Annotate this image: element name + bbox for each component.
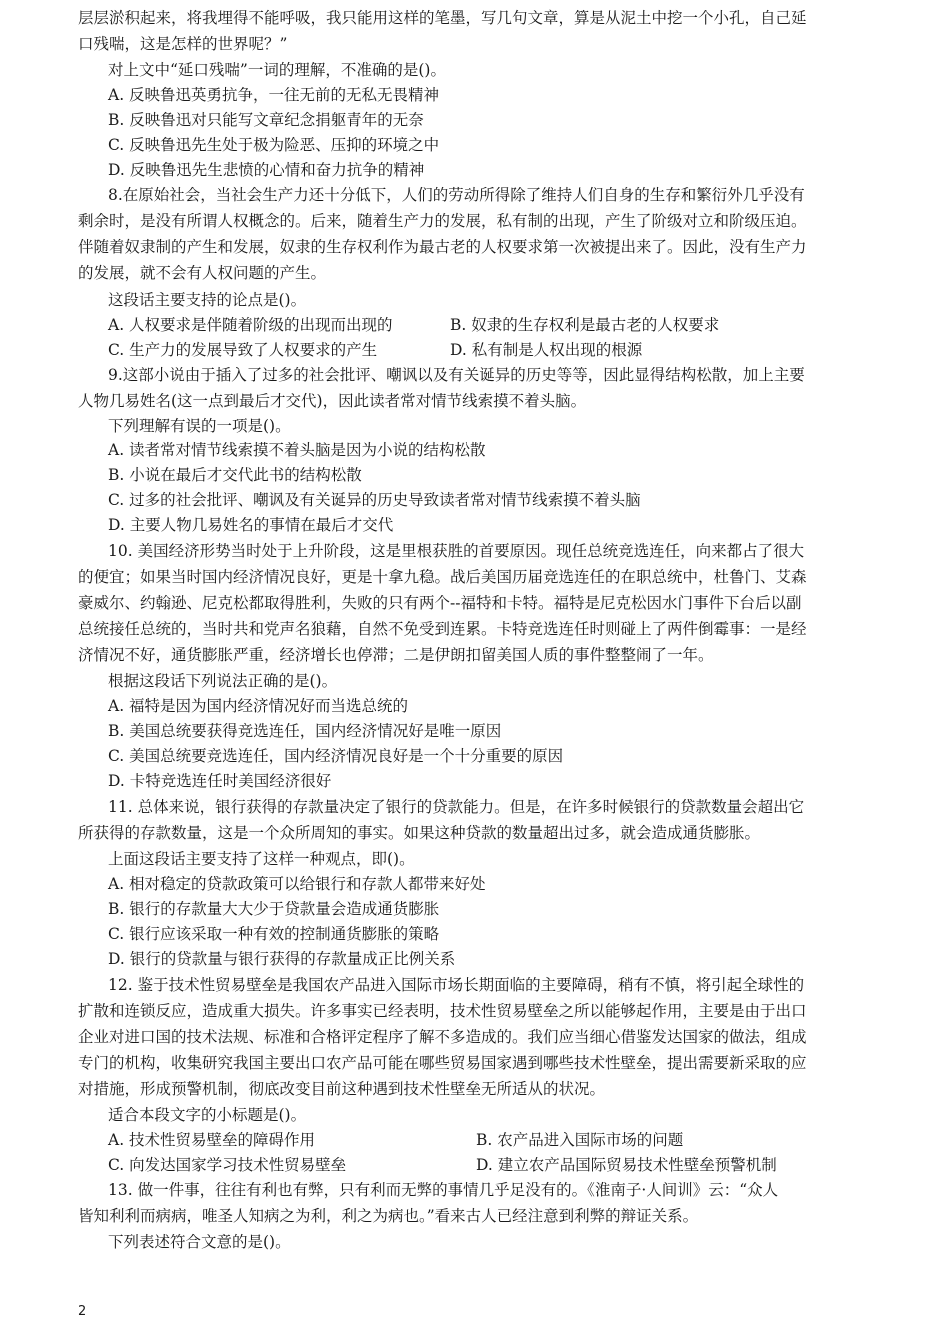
question-prompt: 适合本段文字的小标题是()。 [108, 1106, 307, 1124]
question-prompt: 上面这段话主要支持了这样一种观点，即()。 [108, 850, 415, 868]
text-line: 皆知利利而病病，唯圣人知病之为利，利之为病也。”看来古人已经注意到利弊的辩证关系。 [78, 1207, 699, 1225]
option-b: B. 小说在最后才交代此书的结构松散 [108, 466, 362, 484]
text-line: 伴随着奴隶制的产生和发展，奴隶的生存权利作为最古老的人权要求第一次被提出来了。因此，没有生产力 [78, 238, 807, 256]
option-a: A. 反映鲁迅英勇抗争，一往无前的无私无畏精神 [108, 86, 440, 104]
question-10-text: 10. 美国经济形势当时处于上升阶段，这是里根获胜的首要原因。现任总统竞选连任，向来都占了很大 [108, 542, 805, 560]
text-line: 总统接任总统的，当时共和党声名狼藉，自然不免受到连累。卡特竞选连任时则碰上了两件倒霉事：一是经 [78, 620, 807, 638]
text-line: 对措施，形成预警机制，彻底改变目前这种遇到技术性壁垒无所适从的状况。 [78, 1080, 606, 1098]
question-13-text: 13. 做一件事，往往有利也有弊，只有利而无弊的事情几乎足没有的。《淮南子·人间训》云：“众人 [108, 1181, 779, 1199]
question-prompt: 对上文中“延口残喘”一词的理解，不准确的是()。 [108, 61, 446, 79]
option-d: D. 卡特竞选连任时美国经济很好 [108, 772, 332, 790]
text-line: 所获得的存款数量，这是一个众所周知的事实。如果这种贷款的数量超出过多，就会造成通货膨胀。 [78, 824, 761, 842]
question-12-text: 12. 鉴于技术性贸易壁垒是我国农产品进入国际市场长期面临的主要障碍，稍有不慎，将引起全球性的 [108, 976, 805, 994]
option-d: D. 银行的贷款量与银行获得的存款量成正比例关系 [108, 950, 456, 968]
option-d: D. 主要人物几易姓名的事情在最后才交代 [108, 516, 394, 534]
option-b: B. 奴隶的生存权利是最古老的人权要求 [450, 316, 720, 334]
option-c: C. 反映鲁迅先生处于极为险恶、压抑的环境之中 [108, 136, 440, 154]
question-11-text: 11. 总体来说，银行获得的存款量决定了银行的贷款能力。但是，在许多时候银行的贷款数量会超出它 [108, 798, 805, 816]
text-line: 口残喘，这是怎样的世界呢？” [78, 35, 288, 53]
question-8-text: 8.在原始社会，当社会生产力还十分低下，人们的劳动所得除了维持人们自身的生存和繁衍外几乎没有 [108, 186, 805, 204]
option-b: B. 银行的存款量大大少于贷款量会造成通货膨胀 [108, 900, 440, 918]
text-line: 人物几易姓名(这一点到最后才交代)，因此读者常对情节线索摸不着头脑。 [78, 392, 587, 410]
option-c: C. 美国总统要竞选连任，国内经济情况良好是一个十分重要的原因 [108, 747, 564, 765]
text-line: 的发展，就不会有人权问题的产生。 [78, 264, 327, 282]
text-line: 豪威尔、约翰逊、尼克松都取得胜利，失败的只有两个--福特和卡特。福特是尼克松因水门事件下台后以副 [78, 594, 802, 612]
question-prompt: 下列理解有误的一项是()。 [108, 417, 291, 435]
option-b: B. 反映鲁迅对只能写文章纪念捐躯青年的无奈 [108, 111, 424, 129]
question-prompt: 根据这段话下列说法正确的是()。 [108, 672, 338, 690]
option-c: C. 生产力的发展导致了人权要求的产生 [108, 341, 378, 359]
option-d: D. 建立农产品国际贸易技术性壁垒预警机制 [476, 1156, 777, 1174]
text-line: 济情况不好，通货膨胀严重，经济增长也停滞；二是伊朗扣留美国人质的事件整整闹了一年。 [78, 646, 714, 664]
option-d: D. 私有制是人权出现的根源 [450, 341, 643, 359]
option-d: D. 反映鲁迅先生悲愤的心情和奋力抗争的精神 [108, 161, 425, 179]
text-line: 的便宜；如果当时国内经济情况良好，更是十拿九稳。战后美国历届竞选连任的在职总统中，杜鲁门、艾森 [78, 568, 807, 586]
option-c: C. 向发达国家学习技术性贸易壁垒 [108, 1156, 347, 1174]
option-a: A. 读者常对情节线索摸不着头脑是因为小说的结构松散 [108, 441, 486, 459]
option-c: C. 银行应该采取一种有效的控制通货膨胀的策略 [108, 925, 440, 943]
text-line: 专门的机构，收集研究我国主要出口农产品可能在哪些贸易国家遇到哪些技术性壁垒，提出需要新采取的应 [78, 1054, 807, 1072]
option-b: B. 农产品进入国际市场的问题 [476, 1131, 684, 1149]
option-c: C. 过多的社会批评、嘲讽及有关诞异的历史导致读者常对情节线索摸不着头脑 [108, 491, 641, 509]
text-line: 企业对进口国的技术法规、标准和合格评定程序了解不多造成的。我们应当细心借鉴发达国家的做法，组成 [78, 1028, 807, 1046]
page-number: 2 [78, 1304, 87, 1319]
text-line: 剩余时，是没有所谓人权概念的。后来，随着生产力的发展，私有制的出现，产生了阶级对立和阶级压迫。 [78, 212, 807, 230]
text-line: 扩散和连锁反应，造成重大损失。许多事实已经表明，技术性贸易壁垒之所以能够起作用，主要是由于出口 [78, 1002, 807, 1020]
option-b: B. 美国总统要获得竞选连任，国内经济情况好是唯一原因 [108, 722, 502, 740]
text-line: 层层淤积起来，将我埋得不能呼吸，我只能用这样的笔墨，写几句文章，算是从泥土中挖一个小孔，自己延 [78, 9, 807, 27]
option-a: A. 技术性贸易壁垒的障碍作用 [108, 1131, 316, 1149]
question-prompt: 下列表述符合文意的是()。 [108, 1233, 291, 1251]
option-a: A. 人权要求是伴随着阶级的出现而出现的 [108, 316, 393, 334]
option-a: A. 相对稳定的贷款政策可以给银行和存款人都带来好处 [108, 875, 486, 893]
question-prompt: 这段话主要支持的论点是()。 [108, 291, 307, 309]
option-a: A. 福特是因为国内经济情况好而当选总统的 [108, 697, 409, 715]
question-9-text: 9.这部小说由于插入了过多的社会批评、嘲讽以及有关诞异的历史等等，因此显得结构松散，加上主要 [108, 366, 805, 384]
